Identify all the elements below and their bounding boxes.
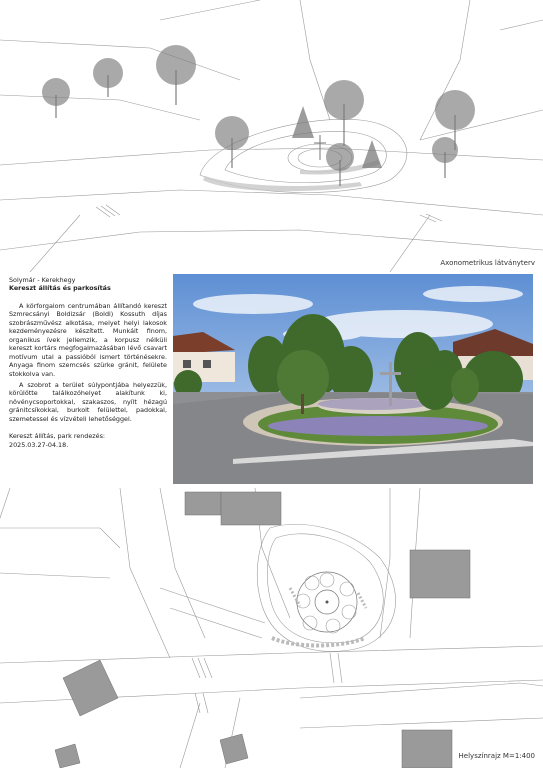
site-photo — [173, 274, 533, 484]
axonometric-caption: Axonometrikus látványterv — [440, 259, 535, 267]
site-plan-caption: Helyszínrajz M=1:400 — [458, 752, 535, 760]
site-photo-image — [173, 274, 533, 484]
axonometric-drawing — [0, 0, 543, 272]
date-value: 2025.03.27-04.18. — [9, 440, 69, 449]
axonometric-view — [0, 0, 543, 272]
site-plan — [0, 488, 543, 768]
date-label: Kereszt állítás, park rendezés: — [9, 432, 106, 441]
site-plan-drawing — [0, 488, 543, 768]
paragraph: A szobrot a terület súlypontjába helyezzük, körülötte találkozóhelyet alakítunk ki, növénycsoportokkal, szakaszos, nyílt hézagú gránitcsíkokkal, burkolt felülettel, padokkal, szemetessel és vízvételi lehetőséggel. — [9, 380, 167, 423]
paragraph: A körforgalom centrumában állítandó kereszt Szmrecsányi Boldizsár (Boldi) Kossuth díjas szobrászművész alkotása, melyet helyi lakosok kezdeményezésre készített. Munkáit finom, organikus ívek jellemzik, a korpusz nélküli kereszt kortárs megfogalmazásában lévő csavart motívum utal a passióból ismert történésekre. Anyaga finom szemcsés szürke gránit, felülete stokkolva van. — [9, 301, 167, 378]
description — [9, 302, 167, 423]
place-name: Solymár - Kerekhegy — [9, 276, 76, 284]
project-title: Kereszt állítás és parkosítás — [9, 284, 111, 293]
description-column — [9, 276, 167, 449]
